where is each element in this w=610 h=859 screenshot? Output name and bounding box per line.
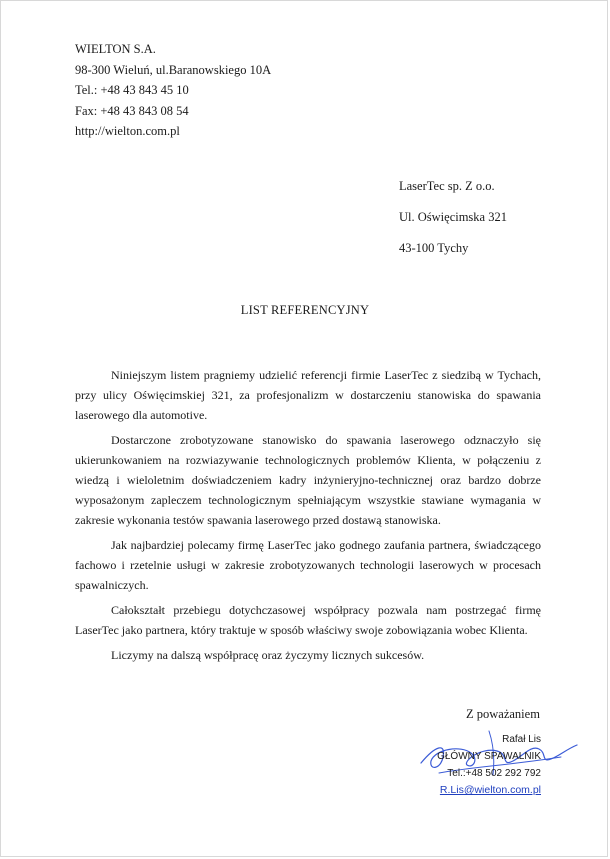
sender-phone: Tel.: +48 43 843 45 10: [75, 83, 189, 97]
body-paragraph: Niniejszym listem pragniemy udzielić referencji firmie LaserTec z siedzibą w Tychach, przy ulicy Oświęcimskiej 321, za profesjonalizm w dostarczeniu stanowiska do spawania laserowego dla automotive.: [75, 368, 541, 422]
recipient-street: Ul. Oświęcimska 321: [399, 210, 507, 224]
closing-phrase: Z poważaniem: [466, 707, 540, 721]
body-paragraph: Całokształt przebiegu dotychczasowej współpracy pozwala nam postrzegać firmę LaserTec jako partnera, który traktuje w sposób właściwy swoje zobowiązania wobec Klienta.: [75, 603, 541, 637]
body-paragraph: Dostarczone zrobotyzowane stanowisko do spawania laserowego odznaczyło się ukierunkowaniem na rozwiazywanie technologicznych problemów Klienta, w połączeniu z wiedzą i wieloletnim doświadczeniem kadry inżynieryjno-technicznej oraz bardzo dobrze wyposażonym zapleczem technologicznym spełniającym wszystkie stawiane wymagania w zakresie wykonania testów spawania laserowego przed dostawą stanowiska.: [75, 433, 541, 527]
body-paragraph: Liczymy na dalszą współpracę oraz życzymy licznych sukcesów.: [111, 648, 425, 662]
recipient-city: 43-100 Tychy: [399, 241, 469, 255]
sender-block: [75, 39, 271, 142]
sender-website: http://wielton.com.pl: [75, 124, 180, 138]
sender-company: WIELTON S.A.: [75, 42, 156, 56]
signatory-email-link[interactable]: R.Lis@wielton.com.pl: [439, 784, 541, 796]
recipient-company: LaserTec sp. Z o.o.: [399, 179, 495, 193]
recipient-block: [399, 171, 507, 264]
sender-fax: Fax: +48 43 843 08 54: [75, 103, 189, 118]
signatory-phone: Tel.:+48 502 292 792: [447, 768, 541, 779]
body-paragraph: Jak najbardziej polecamy firmę LaserTec jako godnego zaufania partnera, świadczącego fachowo i rzetelnie usługi w zakresie zrobotyzowanych technologii laserowych w procesach spawalniczych.: [75, 538, 541, 592]
signatory-block: [421, 731, 541, 799]
letter-body: [75, 365, 541, 670]
letter-title: LIST REFERENCYJNY: [240, 303, 370, 317]
signatory-position: GŁÓWNY SPAWALNIK: [437, 751, 541, 762]
sender-address: 98-300 Wieluń, ul.Baranowskiego 10A: [75, 62, 272, 77]
signatory-name: Rafał Lis: [502, 734, 541, 745]
